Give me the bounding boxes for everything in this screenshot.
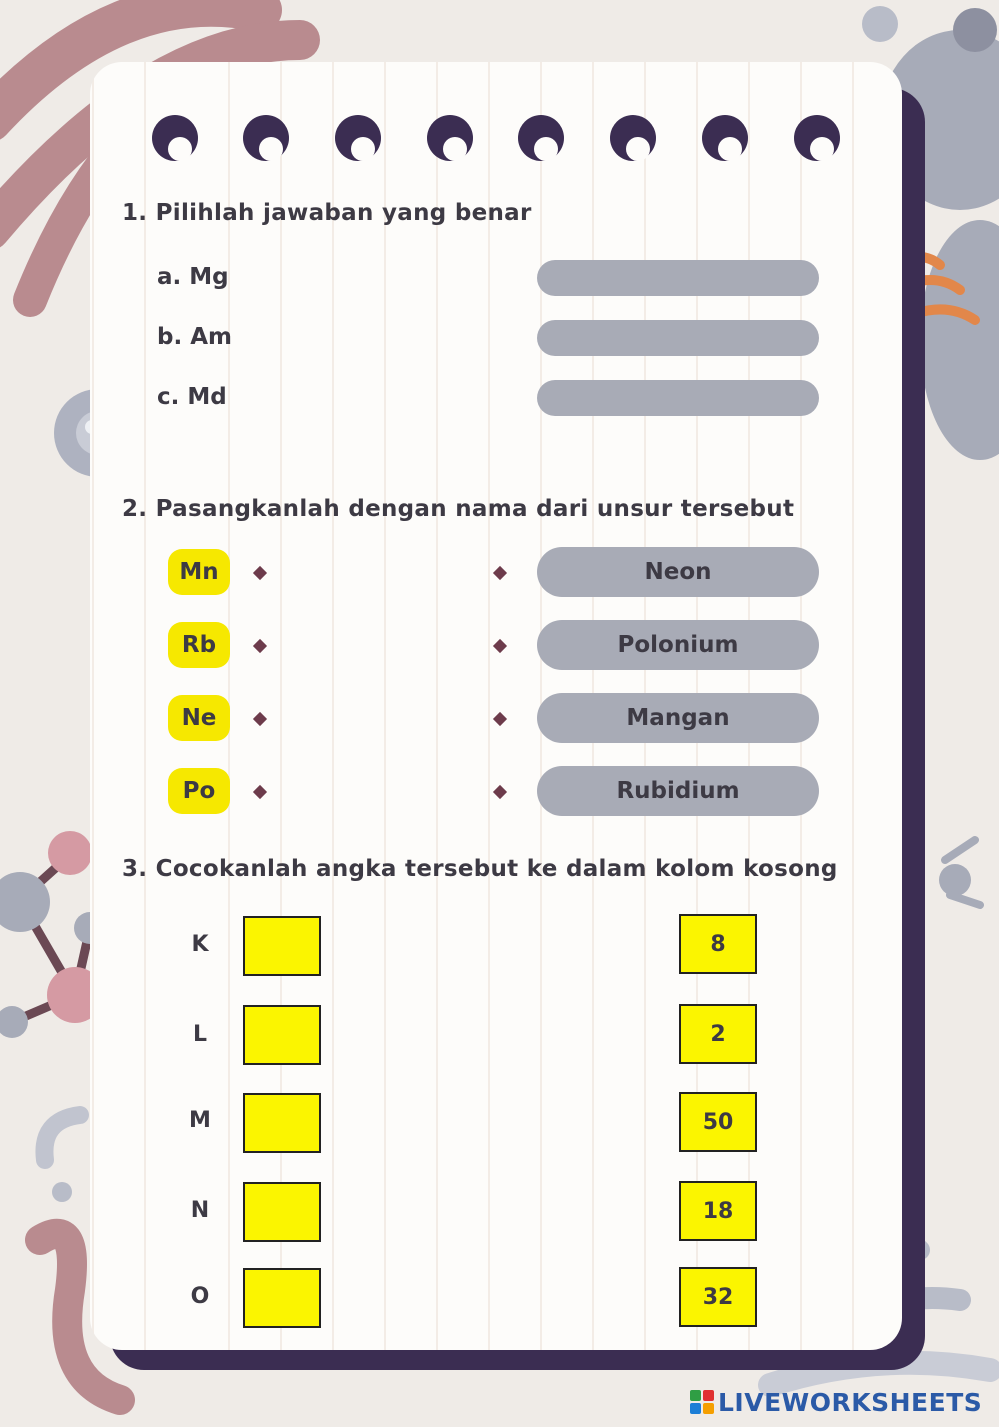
answer-dropzone-a[interactable]	[537, 260, 819, 296]
number-tile-18[interactable]: 18	[679, 1181, 757, 1241]
element-symbol-rb: Rb	[168, 622, 230, 668]
element-name-rubidium: Rubidium	[537, 766, 819, 816]
liveworksheets-brand	[690, 1385, 982, 1419]
shell-label-k: K	[191, 932, 209, 957]
element-name-polonium: Polonium	[537, 620, 819, 670]
option-label-c: c. Md	[157, 384, 227, 410]
number-tile-8[interactable]: 8	[679, 914, 757, 974]
element-name-neon: Neon	[537, 547, 819, 597]
element-symbol-ne: Ne	[168, 695, 230, 741]
element-symbol-mn: Mn	[168, 549, 230, 595]
dropzone-shell-m[interactable]	[243, 1093, 321, 1153]
option-label-b: b. Am	[157, 324, 232, 350]
dropzone-shell-o[interactable]	[243, 1268, 321, 1328]
brand-name: LIVEWORKSHEETS	[718, 1387, 983, 1417]
element-name-mangan: Mangan	[537, 693, 819, 743]
shell-label-n: N	[190, 1198, 210, 1223]
binder-ring	[335, 115, 381, 161]
number-tile-50[interactable]: 50	[679, 1092, 757, 1152]
dropzone-shell-n[interactable]	[243, 1182, 321, 1242]
shell-label-o: O	[190, 1284, 210, 1309]
option-label-a: a. Mg	[157, 264, 229, 290]
section-1-title: 1. Pilihlah jawaban yang benar	[122, 200, 532, 226]
binder-ring	[427, 115, 473, 161]
binder-ring	[518, 115, 564, 161]
liveworksheets-logo-icon	[690, 1390, 714, 1414]
binder-ring	[702, 115, 748, 161]
section-2-title: 2. Pasangkanlah dengan nama dari unsur tersebut	[122, 496, 795, 522]
answer-dropzone-c[interactable]	[537, 380, 819, 416]
number-tile-2[interactable]: 2	[679, 1004, 757, 1064]
dropzone-shell-k[interactable]	[243, 916, 321, 976]
number-tile-32[interactable]: 32	[679, 1267, 757, 1327]
binder-ring	[243, 115, 289, 161]
answer-dropzone-b[interactable]	[537, 320, 819, 356]
dropzone-shell-l[interactable]	[243, 1005, 321, 1065]
shell-label-m: M	[189, 1108, 211, 1133]
element-symbol-po: Po	[168, 768, 230, 814]
shell-label-l: L	[192, 1022, 208, 1047]
binder-ring	[152, 115, 198, 161]
binder-ring	[610, 115, 656, 161]
binder-ring	[794, 115, 840, 161]
section-3-title: 3. Cocokanlah angka tersebut ke dalam kolom kosong	[122, 856, 838, 882]
